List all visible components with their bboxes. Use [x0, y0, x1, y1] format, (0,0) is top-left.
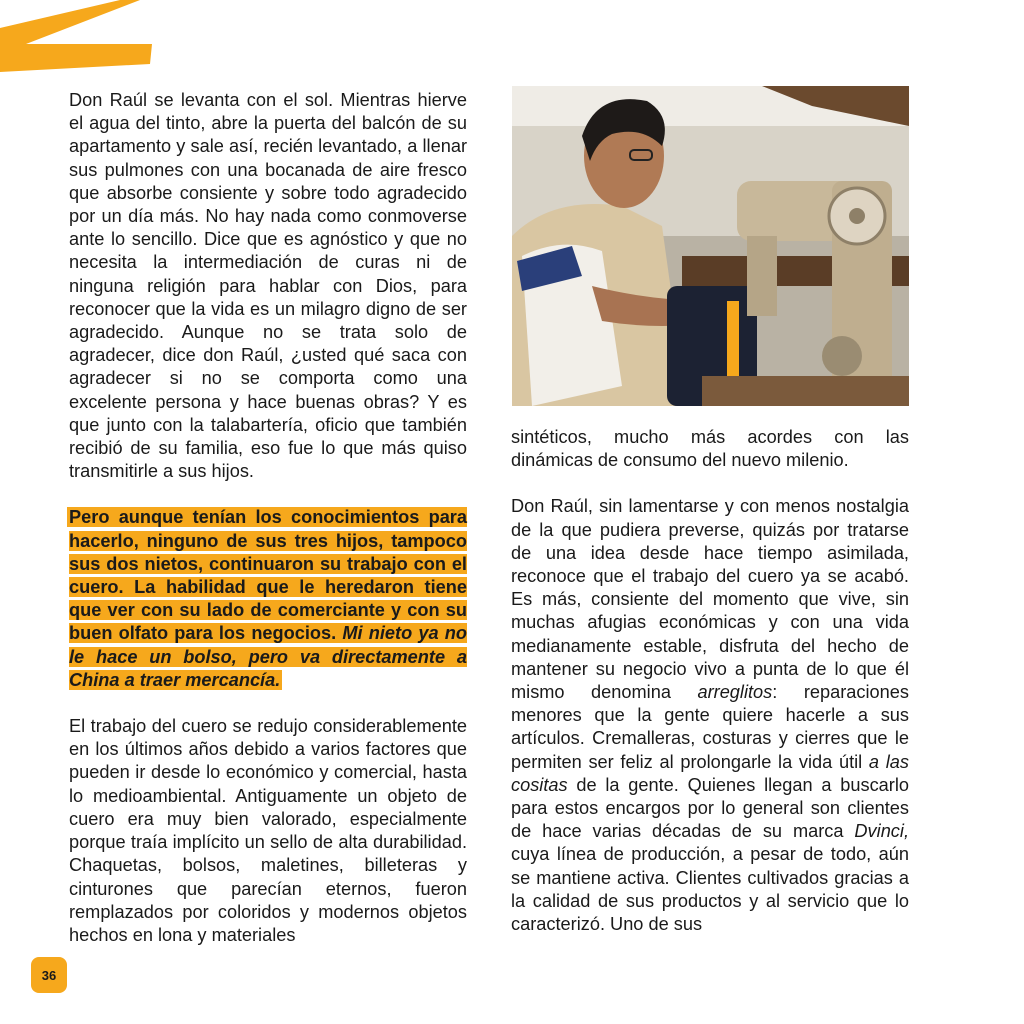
left-text-column	[69, 89, 467, 947]
paragraph-leather-decline: El trabajo del cuero se redujo considerablemente en los últimos años debido a varios factores que pueden ir desde lo económico y comercial, hasta lo medioambiental. Antiguamente un objeto de cuero era muy bien valorado, especialmente porque traía implícito un sello de alta durabilidad. Chaquetas, bolsos, maletines, billeteras y cinturones que parecían eternos, fueron remplazados por coloridos y modernos objetos hechos en lona y materiales	[69, 716, 467, 945]
paragraph-arreglitos	[511, 495, 909, 936]
italic-run: arreglitos	[697, 682, 773, 703]
highlighted-quote	[69, 506, 467, 692]
right-text-column	[511, 426, 909, 936]
text-run: : reparaciones menores que la gente quiere hacerle a sus artículos. Cremalleras, costuras y cierres que le permiten ser feliz al prolongarle la vida útil	[511, 682, 909, 772]
quote-italic-text: Mi nieto ya no le hace un bolso, pero va directamente a China a traer mercancía.	[69, 623, 467, 690]
text-run: de la gente. Quienes llegan a buscarlo para estos encargos por lo general son clientes de hace varias décadas de su marca	[511, 774, 909, 842]
text-run: Don Raúl, sin lamentarse y con menos nostalgia de la que pudiera preverse, quizás por tratarse de una idea desde hace tiempo asimilada, reconoce que el trabajo del cuero ya se acabó. Es más, consiente del momento que vive, sin muchas afugias económicas y con una vida medianamente estable, disfruta del hecho de mantener su negocio vivo a punta de lo que él mismo denomina	[511, 496, 909, 703]
text-run: cuya línea de producción, a pesar de todo, aún se mantiene activa. Clientes cultivados gracias a la calidad de sus productos y al servicio que lo caracterizó. Uno de sus	[511, 844, 909, 935]
photo-illustration	[512, 86, 909, 406]
quote-bold-text: Pero aunque tenían los conocimientos para hacerlo, ninguno de sus tres hijos, tampoco sus dos nietos, continuaron su trabajo con el cuero. La habilidad que le heredaron tiene que ver con su lado de comerciante y con su buen olfato para los negocios.	[69, 507, 467, 644]
paragraph-synthetics: sintéticos, mucho más acordes con las dinámicas de consumo del nuevo milenio.	[511, 427, 909, 471]
italic-run: a las cositas	[511, 751, 909, 795]
page-number-badge: 36	[31, 957, 67, 993]
sewing-machine-photo	[512, 86, 909, 406]
corner-arrow-decoration	[0, 0, 160, 80]
italic-run: Dvinci,	[854, 821, 909, 842]
paragraph-intro: Don Raúl se levanta con el sol. Mientras hierve el agua del tinto, abre la puerta del balcón de su apartamento y sale así, recién levantado, a llenar sus pulmones con una bocanada de aire fresco que absorbe consiente y sobre todo agradecido por un día más. No hay nada como conmoverse ante lo sencillo. Dice que es agnóstico y que no necesita la intermediación de curas ni de ninguna religión para hablar con Dios, para reconocer que la vida es un milagro digno de ser agradecido. Aunque no se trata solo de agradecer, dice don Raúl, ¿usted qué saca con agradecer si no se comporta como una excelente persona y hace buenas obras? Y es que junto con la talabartería, oficio que también recibió de su familia, eso fue lo que más quiso transmitirle a sus hijos.	[69, 90, 467, 482]
